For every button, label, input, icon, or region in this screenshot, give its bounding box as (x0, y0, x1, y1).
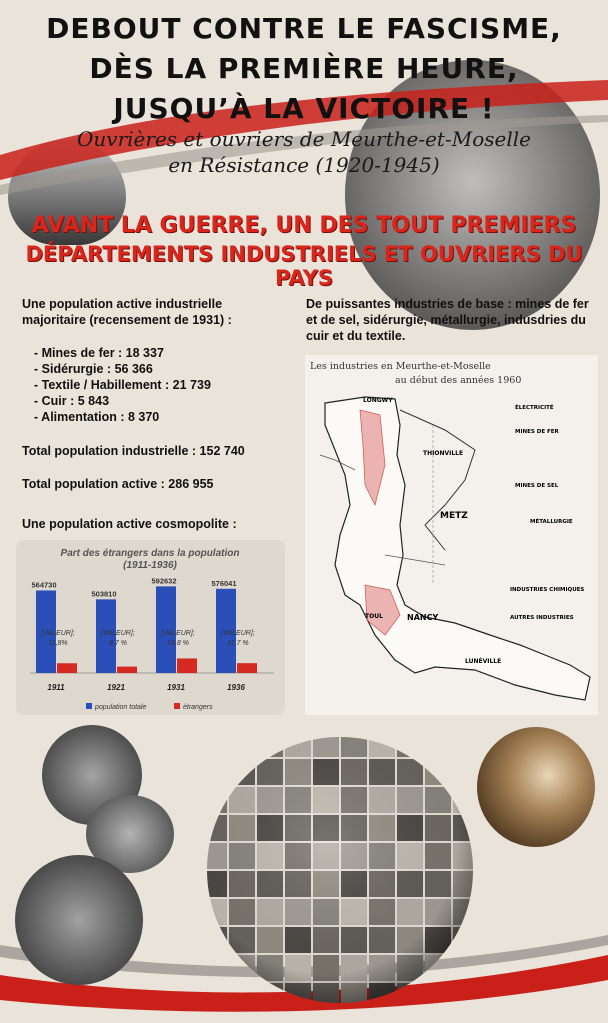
chart-pct-label: [VALEUR]; (101, 630, 135, 637)
map-city-label: TOUL (365, 613, 383, 620)
mosaic-tile (453, 983, 479, 1009)
chart-svg (16, 540, 285, 715)
map-city-label: METZ (440, 511, 468, 521)
workers-hall-photo (15, 855, 143, 985)
industry-item: - Mines de fer : 18 337 (34, 346, 164, 360)
chart-pct-label: [VALEUR]; (41, 630, 75, 637)
total-active-population: Total population active : 286 955 (22, 477, 214, 491)
chart-pct-label: [VALEUR]; (221, 630, 255, 637)
chart-pct-label: 11,8% (48, 640, 68, 647)
chart-subtitle: (1911-1936) (123, 560, 177, 571)
chart-bar-foreigners (177, 658, 197, 673)
map-title-line2: au début des années 1960 (395, 375, 522, 386)
chart-value-label: 576041 (211, 578, 237, 588)
mosaic-tile (201, 759, 227, 785)
population-intro-line1: Une population active industrielle (22, 297, 223, 311)
legend-label-foreigners: étrangers (183, 704, 213, 711)
industries-text-line3: cuir et du textile. (306, 329, 406, 343)
chart-pct-label: 11,7 % (227, 640, 249, 647)
industry-item: - Alimentation : 8 370 (34, 410, 160, 424)
industry-map (305, 355, 598, 715)
mosaic-tile (229, 983, 255, 1009)
chart-title: Part des étrangers dans la population (60, 548, 240, 559)
mosaic-tile (453, 955, 479, 981)
mosaic-tile (425, 983, 451, 1009)
map-city-label: LONGWY (363, 397, 393, 404)
chart-pct-label: 16,8 % (167, 640, 189, 647)
main-title-line1: DEBOUT CONTRE LE FASCISME, (46, 12, 562, 45)
legend-swatch-total (86, 703, 92, 709)
mosaic-tile (229, 731, 255, 757)
industry-item: - Cuir : 5 843 (34, 394, 110, 408)
mosaic-tile (201, 955, 227, 981)
map-city-label: THIONVILLE (423, 450, 464, 457)
chart-category-label: 1936 (227, 683, 245, 692)
legend-heading: INDUSTRIES CHIMIQUES (510, 587, 585, 593)
map-city-label: LUNÉVILLE (465, 658, 502, 665)
industries-text-line1: De puissantes industries de base : mines de fer (306, 297, 589, 311)
legend-heading: MINES DE FER (515, 429, 559, 435)
section-heading-line2: DÉPARTEMENTS INDUSTRIELS ET OUVRIERS DU PAYS (25, 242, 583, 290)
legend-heading: MINES DE SEL (515, 483, 559, 489)
legend-swatch-foreigners (174, 703, 180, 709)
chart-bar-foreigners (117, 667, 137, 673)
mosaic-tile (201, 983, 227, 1009)
chart-category-label: 1911 (47, 683, 65, 692)
map-city-label: NANCY (407, 613, 439, 622)
main-title-line2: DÈS LA PREMIÈRE HEURE, (89, 52, 519, 85)
chart-category-label: 1921 (107, 683, 125, 692)
industry-item: - Sidérurgie : 56 366 (34, 362, 153, 376)
chart-bar-foreigners (237, 663, 257, 673)
section-heading-line1: AVANT LA GUERRE, UN DES TOUT PREMIERS (31, 213, 577, 238)
main-title-line3: JUSQU’À LA VICTOIRE ! (113, 92, 495, 125)
legend-heading: AUTRES INDUSTRIES (510, 615, 574, 621)
chart-pct-label: [VALEUR]; (161, 630, 195, 637)
chart-category-label: 1931 (167, 683, 185, 692)
industry-item: - Textile / Habillement : 21 739 (34, 378, 211, 392)
mosaic-tile (201, 731, 227, 757)
population-intro-line2: majoritaire (recensement de 1931) : (22, 313, 232, 327)
legend-label-total: population totale (95, 704, 147, 711)
chart-bar-foreigners (57, 663, 77, 673)
chart-value-label: 564730 (31, 580, 57, 590)
map-title-line1: Les industries en Meurthe-et-Moselle (310, 361, 491, 372)
mosaic-tile (425, 731, 451, 757)
mosaic-tile (453, 731, 479, 757)
industries-text-line2: et de sel, sidérurgie, métallurgie, indusdries du (306, 313, 586, 327)
legend-heading: MÉTALLURGIE (530, 519, 573, 525)
legend-heading: ÉLECTRICITÉ (515, 405, 554, 411)
chart-pct-label: 8,7 % (109, 640, 127, 647)
chart-value-label: 592632 (151, 576, 177, 586)
cosmopolitan-heading: Une population active cosmopolite : (22, 517, 237, 531)
steelworker-photo (477, 727, 595, 847)
chart-value-label: 503810 (91, 589, 117, 599)
map-legend (490, 405, 595, 621)
subtitle-line2: en Résistance (1920-1945) (168, 153, 440, 177)
mosaic-tile (453, 759, 479, 785)
total-industrial-population: Total population industrielle : 152 740 (22, 444, 245, 458)
subtitle-line1: Ouvrières et ouvriers de Meurthe-et-Moselle (77, 127, 531, 151)
foreigners-chart (16, 540, 285, 715)
photo-mosaic-globe (200, 730, 480, 1010)
